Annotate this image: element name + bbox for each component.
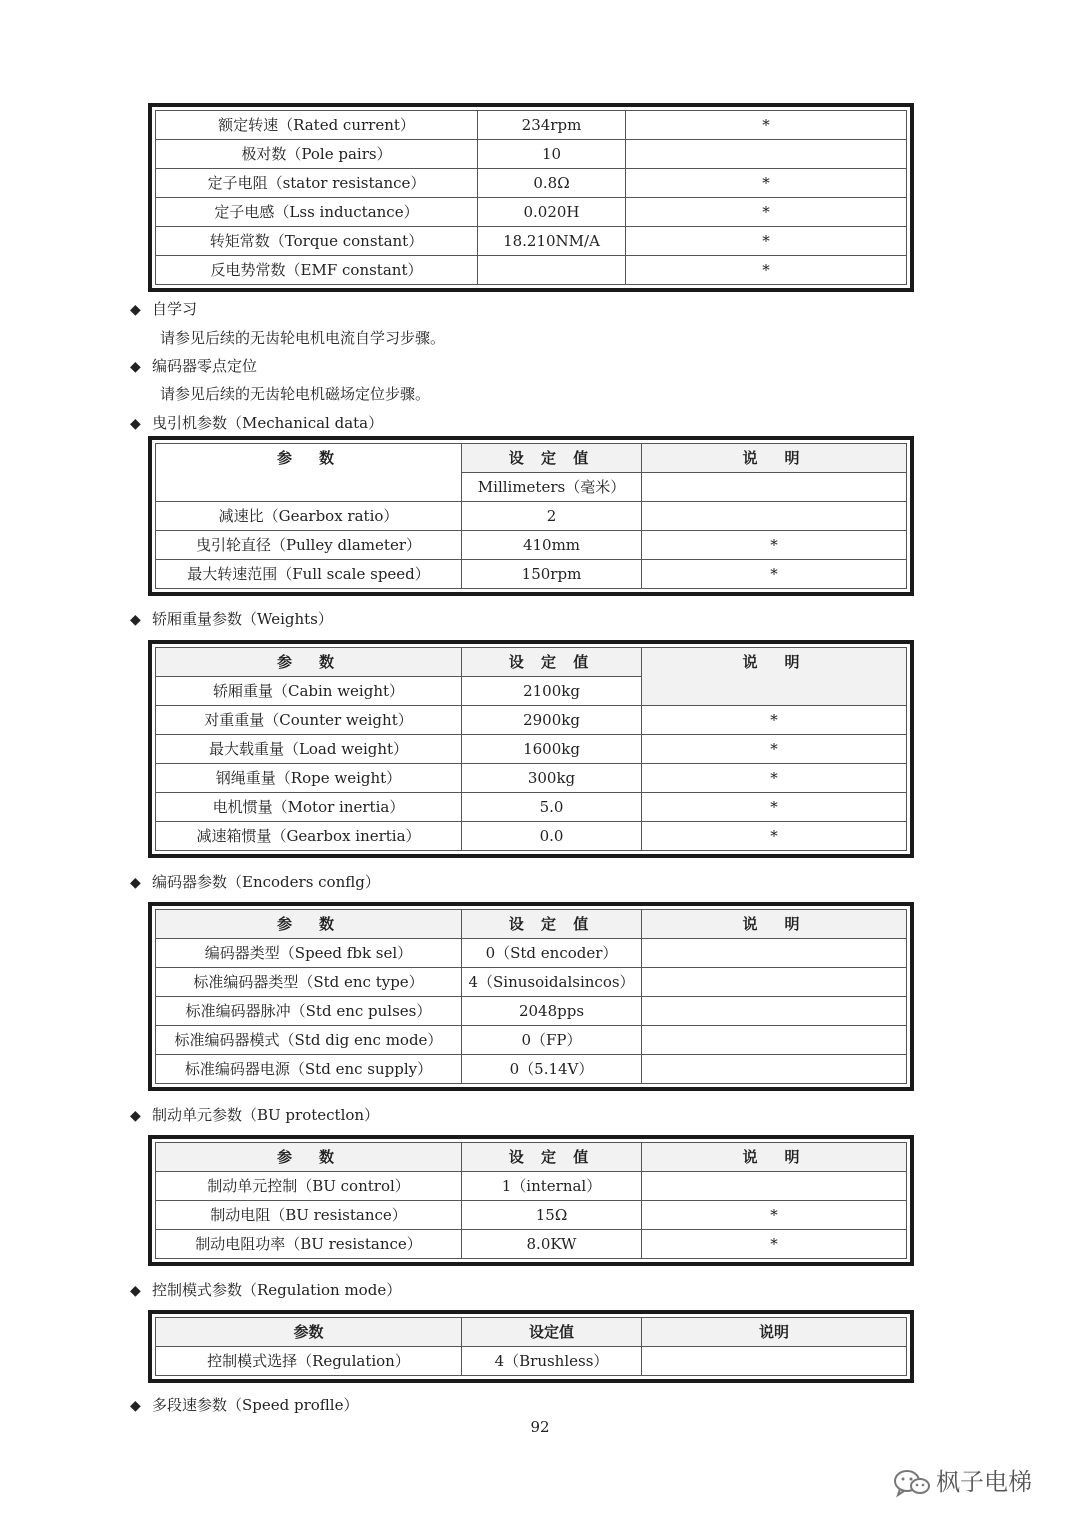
value-cell: 5.0 <box>462 793 642 822</box>
note-cell <box>642 1172 907 1201</box>
diamond-bullet-icon: ◆ <box>130 875 141 891</box>
diamond-bullet-icon: ◆ <box>130 1398 141 1414</box>
value-cell: 0.020H <box>478 198 626 227</box>
param-cell: 减速比（Gearbox ratio） <box>156 502 462 531</box>
value-cell <box>478 256 626 285</box>
param-cell: 标准编码器模式（Std dig enc mode） <box>156 1026 462 1055</box>
param-cell: 极对数（Pole pairs） <box>156 140 478 169</box>
value-cell: 0（FP） <box>462 1026 642 1055</box>
header-value: 设 定 值 <box>462 444 642 473</box>
table-row <box>156 735 907 764</box>
note-cell: * <box>626 111 907 140</box>
motor-params-table <box>148 103 914 292</box>
page-number: 92 <box>530 1418 550 1436</box>
table-header-row <box>156 1318 907 1347</box>
table-row <box>156 939 907 968</box>
note-cell: * <box>642 706 907 735</box>
encoder-zero-text: 请参见后续的无齿轮电机磁场定位步骤。 <box>160 385 431 403</box>
section-title: 轿厢重量参数（Weights） <box>152 610 333 628</box>
table-row <box>156 1026 907 1055</box>
header-note: 说 明 <box>642 910 907 939</box>
mechanical-table <box>148 436 914 596</box>
param-cell: 最大载重量（Load weight） <box>156 735 462 764</box>
watermark-text: 枫子电梯 <box>936 1468 1032 1496</box>
regulation-heading <box>130 1279 401 1300</box>
note-cell: * <box>626 169 907 198</box>
weights-table <box>148 640 914 858</box>
header-param: 参 数 <box>156 444 462 502</box>
table-header-row <box>156 444 907 473</box>
bu-table <box>148 1135 914 1266</box>
table-row <box>156 1172 907 1201</box>
value-cell: 234rpm <box>478 111 626 140</box>
note-cell <box>642 939 907 968</box>
param-cell: 定子电阻（stator resistance） <box>156 169 478 198</box>
section-title: 多段速参数（Speed proflle） <box>152 1396 359 1414</box>
param-cell: 制动电阻功率（BU resistance） <box>156 1230 462 1259</box>
table-row <box>156 560 907 589</box>
table-row <box>156 968 907 997</box>
note-cell: * <box>642 1230 907 1259</box>
value-cell: 1（internal） <box>462 1172 642 1201</box>
diamond-bullet-icon: ◆ <box>130 359 141 375</box>
motor-table-body <box>156 111 907 285</box>
unit-cell: Millimeters（毫米） <box>462 473 642 502</box>
table-row <box>156 997 907 1026</box>
note-cell: * <box>642 793 907 822</box>
table-row <box>156 1347 907 1376</box>
param-cell: 轿厢重量（Cabin weight） <box>156 677 462 706</box>
table-row <box>156 1230 907 1259</box>
param-cell: 制动电阻（BU resistance） <box>156 1201 462 1230</box>
param-cell: 编码器类型（Speed fbk sel） <box>156 939 462 968</box>
value-cell: 0（5.14V） <box>462 1055 642 1084</box>
header-note: 说 明 <box>642 1143 907 1172</box>
diamond-bullet-icon: ◆ <box>130 302 141 318</box>
note-cell: * <box>626 198 907 227</box>
table-row <box>156 169 907 198</box>
table-header-row <box>156 648 907 677</box>
header-param: 参数 <box>156 1318 462 1347</box>
value-cell: 2048pps <box>462 997 642 1026</box>
note-cell: * <box>626 256 907 285</box>
note-cell: * <box>626 227 907 256</box>
param-cell: 转矩常数（Torque constant） <box>156 227 478 256</box>
table-header-row <box>156 910 907 939</box>
value-cell: 2900kg <box>462 706 642 735</box>
section-title: 编码器零点定位 <box>152 357 258 375</box>
table-row <box>156 502 907 531</box>
value-cell: 0（Std encoder） <box>462 939 642 968</box>
table-row <box>156 111 907 140</box>
param-cell: 最大转速范围（Full scale speed） <box>156 560 462 589</box>
note-cell: * <box>642 735 907 764</box>
value-cell: 300kg <box>462 764 642 793</box>
speed-profile-heading <box>130 1394 359 1415</box>
value-cell: 8.0KW <box>462 1230 642 1259</box>
table-row <box>156 531 907 560</box>
note-cell <box>642 1026 907 1055</box>
header-param: 参 数 <box>156 1143 462 1172</box>
table-row <box>156 764 907 793</box>
value-cell: 15Ω <box>462 1201 642 1230</box>
header-note: 说 明 <box>642 648 907 706</box>
value-cell: 1600kg <box>462 735 642 764</box>
note-cell <box>626 140 907 169</box>
section-title: 曳引机参数（Mechanical data） <box>152 414 384 432</box>
header-param: 参 数 <box>156 648 462 677</box>
table-row <box>156 1201 907 1230</box>
section-title: 控制模式参数（Regulation mode） <box>152 1281 402 1299</box>
value-cell: 2100kg <box>462 677 642 706</box>
section-title: 自学习 <box>152 300 198 318</box>
note-cell <box>642 1347 907 1376</box>
encoders-table <box>148 902 914 1091</box>
encoders-heading <box>130 871 380 892</box>
regulation-table <box>148 1310 914 1383</box>
param-cell: 曳引轮直径（Pulley dlameter） <box>156 531 462 560</box>
watermark <box>892 1462 1032 1498</box>
note-cell: * <box>642 531 907 560</box>
param-cell: 反电势常数（EMF constant） <box>156 256 478 285</box>
param-cell: 标准编码器脉冲（Std enc pulses） <box>156 997 462 1026</box>
param-cell: 额定转速（Rated current） <box>156 111 478 140</box>
diamond-bullet-icon: ◆ <box>130 1283 141 1299</box>
value-cell: 410mm <box>462 531 642 560</box>
table-row <box>156 140 907 169</box>
table-row <box>156 1055 907 1084</box>
note-cell <box>642 1055 907 1084</box>
note-cell: * <box>642 560 907 589</box>
param-cell: 钢绳重量（Rope weight） <box>156 764 462 793</box>
table-header-row <box>156 1143 907 1172</box>
bu-heading <box>130 1104 379 1125</box>
section-title: 制动单元参数（BU protectlon） <box>152 1106 380 1124</box>
note-cell: * <box>642 764 907 793</box>
diamond-bullet-icon: ◆ <box>130 416 141 432</box>
table-row <box>156 198 907 227</box>
section-title: 编码器参数（Encoders conflg） <box>152 873 380 891</box>
param-cell: 标准编码器电源（Std enc supply） <box>156 1055 462 1084</box>
param-cell: 控制模式选择（Regulation） <box>156 1347 462 1376</box>
param-cell: 制动单元控制（BU control） <box>156 1172 462 1201</box>
header-value: 设 定 值 <box>462 1143 642 1172</box>
note-cell: * <box>642 1201 907 1230</box>
self-learning-text: 请参见后续的无齿轮电机电流自学习步骤。 <box>160 329 446 347</box>
note-cell: * <box>642 822 907 851</box>
header-value: 设 定 值 <box>462 648 642 677</box>
value-cell: 4（Brushless） <box>462 1347 642 1376</box>
value-cell: 18.210NM/A <box>478 227 626 256</box>
encoder-zero-heading <box>130 355 257 376</box>
mechanical-heading <box>130 412 383 433</box>
header-param: 参 数 <box>156 910 462 939</box>
wechat-icon <box>892 1468 932 1498</box>
note-cell <box>642 997 907 1026</box>
header-note: 说明 <box>642 1318 907 1347</box>
self-learning-heading <box>130 298 197 319</box>
table-row <box>156 706 907 735</box>
note-cell <box>642 502 907 531</box>
param-cell: 减速箱惯量（Gearbox inertia） <box>156 822 462 851</box>
param-cell: 对重重量（Counter weight） <box>156 706 462 735</box>
param-cell: 电机惯量（Motor inertia） <box>156 793 462 822</box>
table-row <box>156 822 907 851</box>
note-cell <box>642 473 907 502</box>
diamond-bullet-icon: ◆ <box>130 612 141 628</box>
value-cell: 0.8Ω <box>478 169 626 198</box>
value-cell: 0.0 <box>462 822 642 851</box>
header-value: 设定值 <box>462 1318 642 1347</box>
value-cell: 2 <box>462 502 642 531</box>
diamond-bullet-icon: ◆ <box>130 1108 141 1124</box>
table-row <box>156 227 907 256</box>
header-note: 说 明 <box>642 444 907 473</box>
note-cell <box>642 968 907 997</box>
value-cell: 150rpm <box>462 560 642 589</box>
param-cell: 定子电感（Lss inductance） <box>156 198 478 227</box>
weights-heading <box>130 608 333 629</box>
param-cell: 标准编码器类型（Std enc type） <box>156 968 462 997</box>
header-value: 设 定 值 <box>462 910 642 939</box>
value-cell: 4（Sinusoidalsincos） <box>462 968 642 997</box>
value-cell: 10 <box>478 140 626 169</box>
table-row <box>156 793 907 822</box>
table-row <box>156 256 907 285</box>
